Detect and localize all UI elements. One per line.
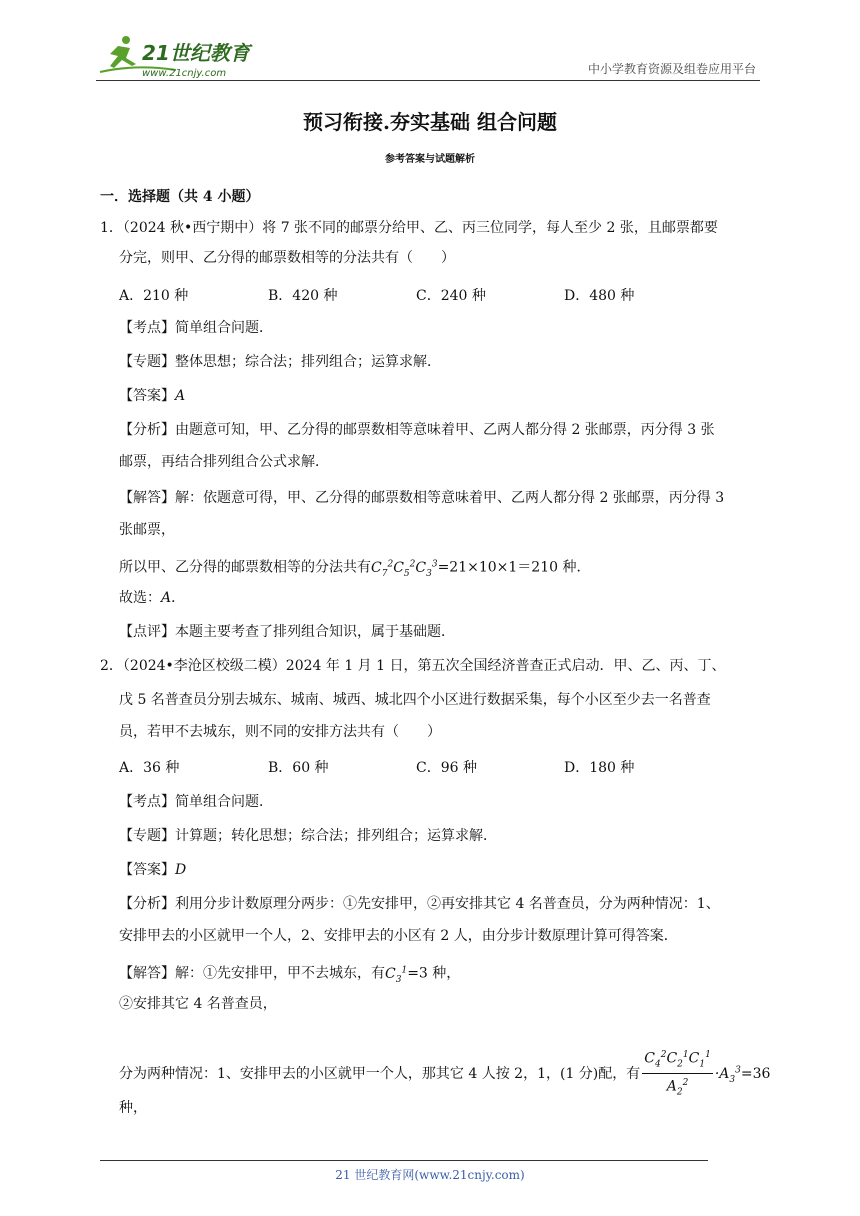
page-header <box>96 30 756 82</box>
q2-zhuanti: 【专题】计算题；转化思想；综合法；排列组合；运算求解． <box>119 828 497 844</box>
q2-option-d: D．180 种 <box>564 760 635 776</box>
q1-stem-line1: 1．（2024 秋•西宁期中）将 7 张不同的邮票分给甲、乙、丙三位同学，每人至少 2 张，且邮票都要 <box>100 220 718 236</box>
q2-jieda-line3: 分为两种情况：1、安排甲去的小区就甲一个人，那其它 4 人按 2，1，(1 分)配，有 $\frac{C_4^2C_2^1C_1^1}{A_2^2}$ $\cdot A_3^3=36$ <box>119 1046 770 1102</box>
footer-text: 21 世纪教育网(www.21cnjy.com) <box>335 1168 525 1182</box>
q2-answer: 【答案】D <box>119 862 187 878</box>
q2-jieda-line1: 【解答】解：①先安排甲，甲不去城东，有$C_3^1=3$ 种， <box>119 965 461 985</box>
q2-stem-line1: 2．（2024•李沧区校级二模）2024 年 1 月 1 日，第五次全国经济普查正式启动．甲、乙、丙、丁、 <box>100 658 726 674</box>
page-title: 预习衔接.夯实基础 组合问题 <box>303 110 557 134</box>
q2-jieda-line2: ②安排其它 4 名普查员， <box>119 996 277 1012</box>
q1-kaodian: 【考点】简单组合问题． <box>119 320 273 336</box>
q1-jieda-line2: 张邮票， <box>119 522 175 538</box>
q1-option-a: A．210 种 <box>119 288 189 304</box>
q2-fenxi-line1: 【分析】利用分步计数原理分两步：①先安排甲，②再安排其它 4 名普查员，分为两种情况：1、 <box>119 896 720 912</box>
q1-jieda-line3: 所以甲、乙分得的邮票数相等的分法共有$C_7^2C_5^2C_3^3=21\times 10\times 1=210$ 种． <box>119 559 591 579</box>
q2-jieda-line4: 种， <box>119 1100 147 1116</box>
q1-option-b: B．420 种 <box>268 288 338 304</box>
q1-guxuan: 故选：A． <box>119 590 186 606</box>
header-divider <box>96 80 760 81</box>
q2-option-a: A．36 种 <box>119 760 180 776</box>
svg-text:21世纪教育: 21世纪教育 <box>142 41 250 65</box>
q1-dianping: 【点评】本题主要考查了排列组合知识，属于基础题． <box>119 624 455 640</box>
section-title: 一．选择题（共 4 小题） <box>100 189 260 205</box>
q2-kaodian: 【考点】简单组合问题． <box>119 794 273 810</box>
q1-formula: $C_7^2C_5^2C_3^3$ <box>371 559 438 579</box>
q1-answer: 【答案】A <box>119 388 186 404</box>
q1-stem-line2: 分完，则甲、乙分得的邮票数相等的分法共有（ ） <box>119 250 455 266</box>
q2-fenxi-line2: 安排甲去的小区就甲一个人，2、安排甲去的小区有 2 人，由分步计数原理计算可得答案． <box>119 928 678 944</box>
footer-divider <box>100 1160 708 1161</box>
q1-fenxi-line1: 【分析】由题意可知，甲、乙分得的邮票数相等意味着甲、乙两人都分得 2 张邮票，丙分得 3 张 <box>119 422 715 438</box>
page-subtitle: 参考答案与试题解析 <box>385 154 475 165</box>
svg-text:www.21cnjy.com: www.21cnjy.com <box>142 68 227 79</box>
q2-formula-perm: $\cdot A_3^3$ <box>714 1065 741 1085</box>
q1-zhuanti: 【专题】整体思想；综合法；排列组合；运算求解． <box>119 354 441 370</box>
q2-formula-fraction: $\frac{C_4^2C_2^1C_1^1}{A_2^2}$ <box>642 1046 713 1102</box>
logo <box>96 34 266 80</box>
q2-stem-line3: 员，若甲不去城东，则不同的安排方法共有（ ） <box>119 724 441 740</box>
q2-stem-line2: 戊 5 名普查员分别去城东、城南、城西、城北四个小区进行数据采集，每个小区至少去一名普查 <box>119 692 711 708</box>
q2-option-c: C．96 种 <box>416 760 477 776</box>
q2-option-b: B．60 种 <box>268 760 329 776</box>
q1-option-d: D．480 种 <box>564 288 635 304</box>
q1-jieda-line1: 【解答】解：依题意可得，甲、乙分得的邮票数相等意味着甲、乙两人都分得 2 张邮票，丙分得 3 <box>119 490 725 506</box>
q1-fenxi-line2: 邮票，再结合排列组合公式求解． <box>119 454 329 470</box>
platform-name: 中小学教育资源及组卷应用平台 <box>587 62 756 76</box>
q2-formula-1: $C_3^1$ <box>385 965 408 985</box>
q1-option-c: C．240 种 <box>416 288 486 304</box>
